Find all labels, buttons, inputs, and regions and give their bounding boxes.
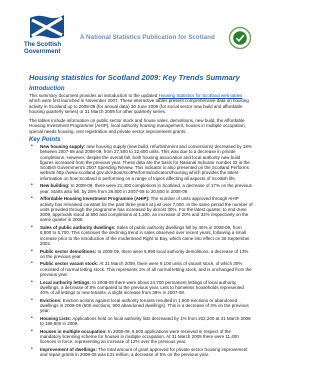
bullet-icon: • xyxy=(31,182,33,189)
list-item xyxy=(29,316,253,327)
national-statistics-badge xyxy=(228,26,252,50)
item-bold-label: Sales of public authority dwellings: xyxy=(40,225,116,231)
page-title: Housing statistics for Scotland 2009: Key Trends Summary xyxy=(29,73,240,82)
bullet-icon: • xyxy=(31,195,33,202)
logo-line2: Government xyxy=(24,47,61,55)
header xyxy=(14,10,254,70)
intro-text-before-link: This summary document provides an introduction to the updated xyxy=(29,93,159,98)
item-text: The total amount of grant approved for private sector housing improvement and repair grants in 2008-09 was £31 million, a decrease of 5% on the previous year. xyxy=(40,347,248,358)
introduction-heading: Introduction xyxy=(29,85,65,92)
list-item xyxy=(29,144,253,181)
list-item xyxy=(29,347,253,358)
item-text: The number of units approved through AHIP activity has remained constant for the past three years at just over 7,000. In the same period the number of units provided through the programme has increased by almost 30%. For the latest quarter, to end-June 2009, approvals stood at 890 and completions at 1,200, an increase of 20% and 32% respectively on the same quarter in 2008. xyxy=(40,196,253,223)
item-bold-label: Local authority lettings: xyxy=(40,279,92,285)
national-statistics-icon xyxy=(228,26,252,50)
item-bold-label: Public sector vacant stock: xyxy=(40,261,99,267)
item-bold-label: New building: xyxy=(40,183,70,189)
item-text: At 31 March 2009, there were 9,100 units of vacant stock, of which 30% consisted of normal letting stock. This represents 1% of all normal letting stock, and is unchanged from the previous year. xyxy=(40,261,252,278)
bullet-icon: • xyxy=(31,346,33,353)
item-text: Sales of public authority dwellings fell by 46% in 2008-09, from 8,800 to 5,700. This continues the declining trend in sales observed over recent years, following a small increase prior to the introduction of the modernised Right to Buy, which came into effect on 30 September 2002. xyxy=(40,225,250,246)
list-item xyxy=(29,225,253,246)
bullet-icon: • xyxy=(31,314,33,321)
bullet-icon: • xyxy=(31,296,33,303)
bullet-icon: • xyxy=(31,247,33,254)
item-text: In 2008-09, there were 5,990 local authority demolitions, a decrease of 13% on the previous year. xyxy=(40,248,249,259)
item-bold-label: Affordable Housing Investment Programme (AHIP): xyxy=(40,196,150,202)
item-text: Eviction actions against local authority tenants resulted in 1,800 evictions or abandoned dwellings in 2008-09 (600 evictions, 900 abandoned dwellings). This is a decrease of 3% on the previous year. xyxy=(40,297,249,314)
introduction-paragraph-1 xyxy=(29,93,253,114)
saltire-flag-icon xyxy=(28,12,66,40)
logo-line1: The Scottish xyxy=(24,41,62,48)
key-points-heading: Key Points xyxy=(29,136,61,143)
list-item xyxy=(29,298,253,314)
bullet-icon: • xyxy=(31,327,33,334)
list-item xyxy=(29,196,253,222)
item-text: Applications held on local authority lists decreased by 1% from 202,200 at 31 March 2008 to 199,800 in 2009. xyxy=(40,315,251,327)
list-item xyxy=(29,329,253,345)
item-bold-label: New housing supply: xyxy=(40,144,86,149)
list-item xyxy=(29,261,253,277)
item-bold-label: Public sector demolitions: xyxy=(40,248,97,254)
item-bold-label: Houses in multiple occupation: xyxy=(40,328,107,334)
item-bold-label: Evictions: xyxy=(40,297,62,303)
publication-banner: A National Statistics Publication for Scotland xyxy=(80,34,215,41)
item-bold-label: Housing Lists: xyxy=(40,315,72,321)
list-item xyxy=(29,249,253,260)
item-text: In 2008-09 there were about 24,700 permanent lettings of local authority dwellings, a decrease of 8% compared to the previous year. Lets to homeless households represented 40% of all lettings to new tenants, a slight increase from 39% in 2007-08. xyxy=(40,279,244,296)
bullet-icon: • xyxy=(31,278,33,285)
item-text: In 2008-09, 8,500 applications were received in respect of the mandatory licensing scheme for houses in multiple occupation. At 31 March 2009 there were 11,400 licences in force, representing an increase of 12% over the previous year. xyxy=(40,328,239,345)
bullet-icon: • xyxy=(31,260,33,267)
bullet-icon: • xyxy=(31,224,33,231)
bullet-icon: • xyxy=(31,143,33,149)
scottish-government-logo xyxy=(22,12,72,72)
web-tables-link[interactable]: Housing Statistics for Scotland web tables xyxy=(158,93,243,98)
intro-text-after-link: which were first launched in November 2007. These interactive tables present comprehensive data on housing activity in Scotland up to 2008-09 (for annual data) 30 June 2009 (for social sector new build and affordable housing quarterly series) or 31 March 2009 for other quarterly series. xyxy=(29,98,249,114)
list-item xyxy=(29,280,253,296)
list-item xyxy=(29,183,253,194)
item-text: new housing supply (new build, refurbishment and conversions) decreased by 18% between 2007-08 and 2008-09, from 27,500 to 22,600 units. This was due to a decrease in private completions. However, despite the overall fall, both housing association and local authority new build figures increased from the previous year. These data are the basis for National Indicator number 32 in the Scottish Government's 2007 Spending Review. This indicator is also presented on the Scotland Performs website http://www.scotland.gov.uk/About/scotPerforms/indicators/housing which provides the latest information on how Scotland is performing on a range of topics affecting all aspects of Scottish life. xyxy=(40,144,252,181)
item-text: In 2008-09, there were 21,400 completions in Scotland, a decrease of 17% on the previous year. Starts also fell, by 28% from 26,800 in 2007-08 to 20,500 in 2008-09. xyxy=(40,183,252,194)
item-bold-label: Improvement of dwellings: xyxy=(40,347,98,353)
introduction-paragraph-2: The tables include information on public sector stock and house sales, demolitions, new build, the Affordable Housing Investment Programme (AHIP), local authority housing management, houses in multiple occupation, special needs housing, rent registration and private sector improvement grants. xyxy=(29,118,246,134)
key-points-list xyxy=(29,144,253,360)
